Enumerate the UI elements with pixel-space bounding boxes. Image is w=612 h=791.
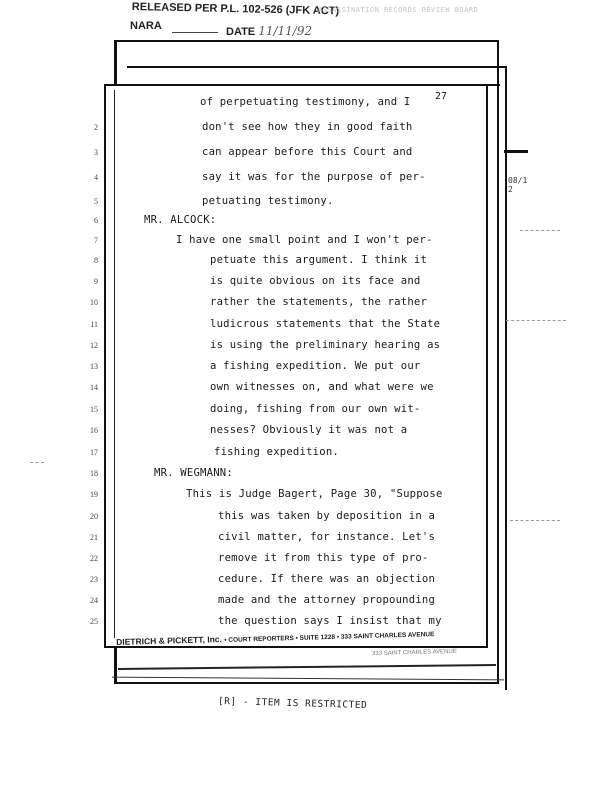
transcript-line: cedure. If there was an objection — [218, 573, 436, 585]
transcript-line: nesses? Obviously it was not a — [210, 424, 408, 436]
transcript-line: fishing expedition. — [214, 446, 339, 458]
transcript-line: petuating testimony. — [202, 195, 334, 207]
line-number: 22 — [90, 554, 98, 563]
transcript-line: say it was for the purpose of per- — [202, 171, 426, 183]
line-number: 11 — [90, 320, 98, 329]
line-number: 18 — [90, 469, 98, 478]
date-label: DATE — [226, 26, 256, 38]
transcript-line: doing, fishing from our own wit- — [210, 403, 421, 415]
restricted-note: [R] - ITEM IS RESTRICTED — [217, 695, 368, 712]
line-number: 25 — [90, 617, 98, 626]
line-number: 5 — [94, 197, 98, 206]
reporter-detail: • COURT REPORTERS • SUITE 1228 • 333 SAINT CHARLES AVENUE — [224, 631, 435, 644]
line-number: 10 — [90, 298, 98, 307]
line-number: 4 — [94, 173, 98, 182]
line-number: 14 — [90, 383, 98, 392]
margin-rule — [114, 90, 115, 638]
date-stamp — [226, 24, 312, 38]
transcript-line: made and the attorney propounding — [218, 594, 436, 606]
transcript-line: don't see how they in good faith — [202, 121, 413, 133]
back-sheet-footer: 333 SAINT CHARLES AVENUE — [371, 648, 457, 658]
release-stamp: RELEASED PER P.L. 102-526 (JFK ACT) — [131, 1, 340, 18]
date-value: 11/11/92 — [258, 24, 313, 38]
page-number: 27 — [435, 91, 448, 102]
transcript-line: ludicrous statements that the State — [210, 318, 441, 330]
line-number: 2 — [94, 123, 98, 132]
transcript-line: of perpetuating testimony, and I — [200, 96, 411, 108]
transcript-line: a fishing expedition. We put our — [210, 360, 421, 372]
side-fragment-line: 08/1 — [508, 176, 528, 185]
line-number: 17 — [90, 448, 98, 457]
line-number: 15 — [90, 405, 98, 414]
reporter-company: DIETRICH & PICKETT, Inc. — [116, 634, 223, 647]
transcript-line: remove it from this type of pro- — [218, 552, 429, 564]
transcript-line: the question says I insist that my — [218, 615, 442, 627]
line-number: 6 — [94, 216, 98, 225]
line-number: 23 — [90, 575, 98, 584]
line-number: 21 — [90, 533, 98, 542]
side-fragment-line: 2 — [508, 185, 513, 194]
transcript-line: petuate this argument. I think it — [210, 254, 428, 266]
line-number: 3 — [94, 148, 98, 157]
line-number: 12 — [90, 341, 98, 350]
scan-noise — [30, 462, 44, 464]
transcript-line: This is Judge Bagert, Page 30, "Suppose — [186, 488, 443, 500]
transcript-line: rather the statements, the rather — [210, 296, 428, 308]
faint-header: ASSASSINATION RECORDS REVIEW BOARD — [318, 6, 479, 14]
line-number: 16 — [90, 426, 98, 435]
line-number: 20 — [90, 512, 98, 521]
transcript-line: civil matter, for instance. Let's — [218, 531, 436, 543]
transcript-line: MR. WEGMANN: — [154, 467, 233, 479]
transcript-line: I have one small point and I won't per- — [176, 234, 433, 246]
transcript-line: can appear before this Court and — [202, 146, 413, 158]
line-number: 9 — [94, 277, 98, 286]
line-number: 8 — [94, 256, 98, 265]
scan-noise — [510, 520, 560, 522]
scan-noise — [506, 320, 566, 322]
transcript-line: is using the preliminary hearing as — [210, 339, 441, 351]
line-number: 19 — [90, 490, 98, 499]
line-number: 7 — [94, 236, 98, 245]
transcript-line: is quite obvious on its face and — [210, 275, 421, 287]
transcript-line: own witnesses on, and what were we — [210, 381, 434, 393]
transcript-line: this was taken by deposition in a — [218, 510, 436, 522]
back-sheet-side-edge — [504, 150, 528, 153]
scan-noise — [520, 230, 560, 232]
nara-underline — [172, 32, 218, 33]
nara-label: NARA — [130, 20, 162, 32]
line-number: 13 — [90, 362, 98, 371]
transcript-line: MR. ALCOCK: — [144, 214, 217, 226]
line-number: 24 — [90, 596, 98, 605]
side-fragment — [508, 176, 527, 194]
